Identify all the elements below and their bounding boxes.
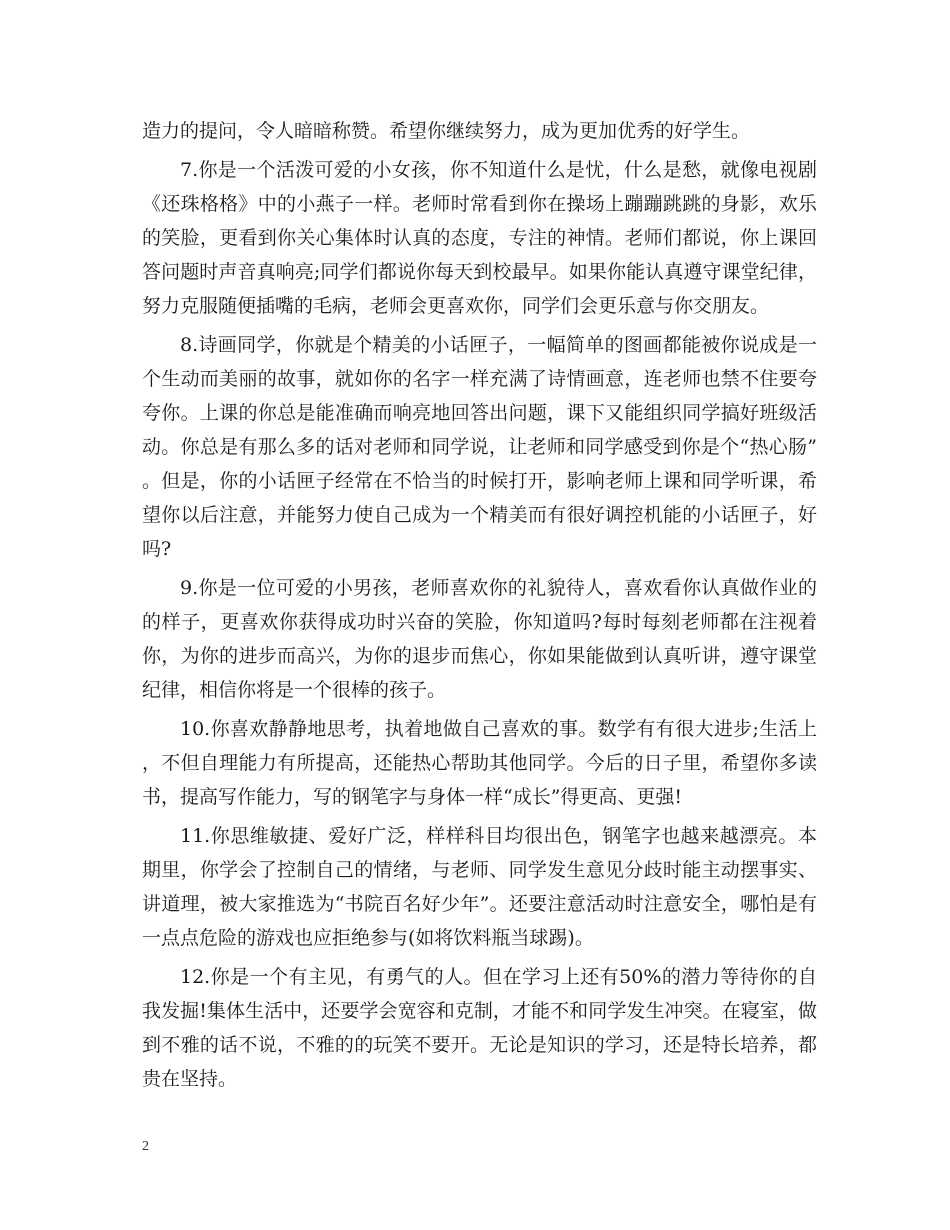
paragraph-comment-9: 9.你是一位可爱的小男孩，老师喜欢你的礼貌待人，喜欢看你认真做作业的的样子，更喜欢你获得成功时兴奋的笑脸，你知道吗?每时每刻老师都在注视着你，为你的进步而高兴，为你的退步而焦心，你如果能做到认真听讲，遵守课堂纪律，相信你将是一个很棒的孩子。 [142,577,817,701]
paragraph-comment-7: 7.你是一个活泼可爱的小女孩，你不知道什么是忧，什么是愁，就像电视剧《还珠格格》中的小燕子一样。老师时常看到你在操场上蹦蹦跳跳的身影，欢乐的笑脸，更看到你关心集体时认真的态度，专注的神情。老师们都说，你上课回答问题时声音真响亮;同学们都说你每天到校最早。如果你能认真遵守课堂纪律，努力克服随便插嘴的毛病，老师会更喜欢你，同学们会更乐意与你交朋友。 [142,159,817,317]
paragraph-comment-11: 11.你思维敏捷、爱好广泛，样样科目均很出色，钢笔字也越来越漂亮。本期里，你学会了控制自己的情绪，与老师、同学发生意见分歧时能主动摆事实、讲道理，被大家推选为“书院百名好少年”。还要注意活动时注意安全，哪怕是有一点点危险的游戏也应拒绝参与(如将饮料瓶当球踢)。 [142,825,817,949]
page-number: 2 [142,1139,149,1154]
paragraph-comment-8: 8.诗画同学，你就是个精美的小话匣子，一幅简单的图画都能被你说成是一个生动而美丽的故事，就如你的名字一样充满了诗情画意，连老师也禁不住要夸夸你。上课的你总是能准确而响亮地回答出问题，课下又能组织同学搞好班级活动。你总是有那么多的话对老师和同学说，让老师和同学感受到你是个“热心肠”。但是，你的小话匣子经常在不恰当的时候打开，影响老师上课和同学听课，希望你以后注意，并能努力使自己成为一个精美而有很好调控机能的小话匣子，好吗? [142,334,817,560]
paragraph-comment-12: 12.你是一个有主见，有勇气的人。但在学习上还有50%的潜力等待你的自我发掘!集体生活中，还要学会宽容和克制，才能不和同学发生冲突。在寝室，做到不雅的话不说，不雅的的玩笑不要开。无论是知识的学习，还是特长培养，都贵在坚持。 [142,966,817,1090]
paragraph-continuation: 造力的提问，令人暗暗称赞。希望你继续努力，成为更加优秀的好学生。 [142,120,751,142]
document-body [142,114,817,1096]
paragraph-comment-10: 10.你喜欢静静地思考，执着地做自己喜欢的事。数学有有很大进步;生活上，不但自理能力有所提高，还能热心帮助其他同学。今后的日子里，希望你多读书，提高写作能力，写的钢笔字与身体一样“成长”得更高、更强! [142,718,817,808]
